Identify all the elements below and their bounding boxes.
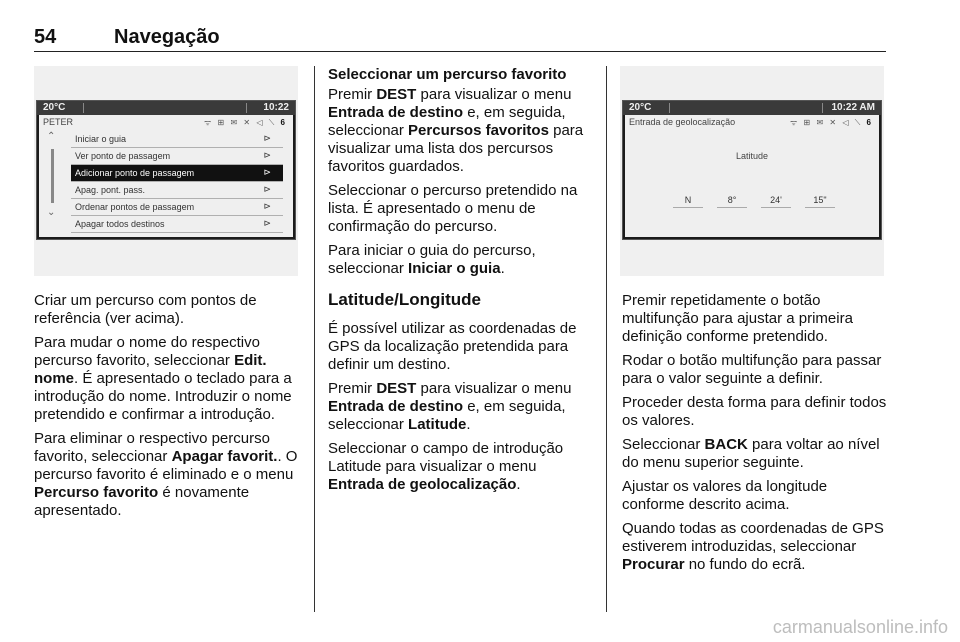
menu-item-label: Ordenar pontos de passagem (75, 202, 195, 212)
status-bar (623, 101, 881, 115)
chevron-right-icon: ⊳ (263, 218, 271, 228)
status-icons-glyphs: ᯤ ⊞ ✉ ✕ ◁ ⟍ (790, 118, 863, 127)
degrees-field[interactable]: 8° (717, 195, 747, 208)
text-run: Quando todas as coordenadas de GPS estiverem introduzidas, seleccionar (622, 520, 884, 555)
status-separator (669, 103, 670, 113)
button-term: DEST (376, 86, 417, 103)
status-icons (790, 117, 873, 128)
text-run: Para eliminar o respectivo percurso favorito, seleccionar (34, 430, 270, 465)
panel-title: Entrada de geolocalização (629, 117, 736, 127)
hemisphere-field[interactable]: N (673, 195, 703, 208)
menu-item[interactable] (71, 216, 283, 233)
text-run: . É apresentado o teclado para a introdução do nome. Introduzir o nome pretendido e confirmar a introdução. (34, 370, 292, 423)
status-badge: 6 (866, 118, 873, 127)
page-title: Navegação (114, 26, 220, 48)
clock-readout: 10:22 (263, 102, 289, 113)
chevron-right-icon: ⊳ (263, 133, 271, 143)
latitude-label: Latitude (735, 151, 769, 161)
text-run: para visualizar uma lista dos percursos favoritos guardados. (328, 122, 584, 175)
temperature-readout: 20°C (629, 102, 652, 113)
text-run: Para mudar o nome do respectivo percurso favorito, seleccionar (34, 334, 260, 369)
menu-term: Iniciar o guia (408, 260, 501, 277)
text-run: . O percurso favorito é eliminado e o menu (34, 448, 298, 483)
minutes-field[interactable]: 24' (761, 195, 791, 208)
paragraph: Ajustar os valores da longitude conforme descrito acima. (622, 478, 828, 513)
figure-geolocation-entry (620, 66, 884, 276)
paragraph: É possível utilizar as coordenadas de GPS da localização pretendida para definir um destino. (328, 320, 577, 373)
paragraph (622, 436, 888, 472)
paragraph (622, 520, 888, 574)
section-heading: Latitude/Longitude (328, 290, 481, 309)
text-run: para voltar ao nível do menu superior seguinte. (622, 436, 880, 471)
seconds-field[interactable]: 15" (805, 195, 835, 208)
menu-term: Apagar favorit. (171, 448, 278, 465)
menu-item-label: Adicionar ponto de passagem (75, 168, 195, 178)
text-run: é novamente apresentado. (34, 484, 250, 519)
menu-item-label: Iniciar o guia (75, 134, 127, 144)
menu-term: Procurar (622, 556, 685, 573)
paragraph (328, 86, 596, 176)
button-term: BACK (704, 436, 748, 453)
text-run: e, em seguida, seleccionar (328, 398, 566, 433)
menu-list (71, 131, 283, 233)
scrollbar[interactable] (51, 149, 54, 203)
status-bar (37, 101, 295, 115)
menu-term: Entrada de geolocalização (328, 476, 517, 493)
paragraph: Premir repetidamente o botão multifunção para ajustar a primeira definição conforme pretendido. (622, 292, 853, 345)
paragraph (328, 440, 596, 494)
menu-item-label: Ver ponto de passagem (75, 151, 171, 161)
menu-item[interactable] (71, 148, 283, 165)
watermark: carmanualsonline.info (772, 617, 948, 637)
text-run: . (516, 476, 521, 493)
menu-item-label: Apag. pont. pass. (75, 185, 146, 195)
clock-readout: 10:22 AM (831, 102, 875, 113)
paragraph: Proceder desta forma para definir todos os valores. (622, 394, 887, 429)
menu-panel (39, 115, 293, 237)
menu-term: Percursos favoritos (408, 122, 549, 139)
text-run: para visualizar o menu (416, 380, 572, 397)
status-icons-glyphs: ᯤ ⊞ ✉ ✕ ◁ ⟍ (204, 118, 277, 127)
subheading: Seleccionar um percurso favorito (328, 66, 567, 83)
geolocation-panel (625, 115, 879, 237)
text-run: para visualizar o menu (416, 86, 572, 103)
middle-column (328, 66, 596, 500)
text-run: Para iniciar o guia do percurso, seleccionar (328, 242, 536, 277)
paragraph: Seleccionar o percurso pretendido na lista. É apresentado o menu de confirmação do percurso. (328, 182, 578, 235)
menu-item[interactable] (71, 182, 283, 199)
text-run: . (500, 260, 505, 277)
text-run: no fundo do ecrã. (684, 556, 806, 573)
status-badge: 6 (280, 118, 287, 127)
text-run: Premir (328, 86, 377, 103)
menu-item[interactable] (71, 199, 283, 216)
text-run: Seleccionar (622, 436, 705, 453)
status-separator (83, 103, 84, 113)
menu-item[interactable] (71, 131, 283, 148)
menu-item-label: Apagar todos destinos (75, 219, 165, 229)
paragraph: Criar um percurso com pontos de referência (ver acima). (34, 292, 257, 327)
right-column (622, 292, 888, 580)
menu-term: Edit. nome (34, 352, 267, 387)
left-column (34, 292, 302, 526)
scroll-down-icon[interactable]: ⌄ (47, 207, 56, 218)
display-screen (36, 100, 296, 240)
text-run: Premir (328, 380, 377, 397)
chevron-right-icon: ⊳ (263, 167, 271, 177)
scroll-up-icon[interactable]: ⌃ (47, 131, 56, 142)
text-run: Seleccionar o campo de introdução Latitude para visualizar o menu (328, 440, 564, 475)
button-term: DEST (376, 380, 417, 397)
chevron-right-icon: ⊳ (263, 184, 271, 194)
temperature-readout: 20°C (43, 102, 66, 113)
menu-term: Entrada de destino (328, 398, 464, 415)
menu-term: Latitude (408, 416, 467, 433)
menu-term: Percurso favorito (34, 484, 159, 501)
menu-item[interactable] (71, 165, 283, 182)
page-number: 54 (34, 26, 57, 48)
figure-waypoints-menu (34, 66, 298, 276)
column-divider-2 (606, 66, 607, 612)
column-divider-1 (314, 66, 315, 612)
paragraph (34, 430, 302, 520)
paragraph (34, 334, 302, 424)
header-rule (34, 51, 886, 52)
chevron-right-icon: ⊳ (263, 150, 271, 160)
text-run: e, em seguida, seleccionar (328, 104, 566, 139)
chevron-right-icon: ⊳ (263, 201, 271, 211)
paragraph (328, 242, 596, 278)
page-header (34, 22, 886, 52)
paragraph (328, 380, 596, 434)
status-icons (204, 117, 287, 128)
paragraph: Rodar o botão multifunção para passar para o valor seguinte a definir. (622, 352, 882, 387)
text-run: . (466, 416, 471, 433)
panel-title: PETER (43, 117, 74, 127)
status-separator (822, 103, 823, 113)
menu-term: Entrada de destino (328, 104, 464, 121)
display-screen (622, 100, 882, 240)
status-separator (246, 103, 247, 113)
